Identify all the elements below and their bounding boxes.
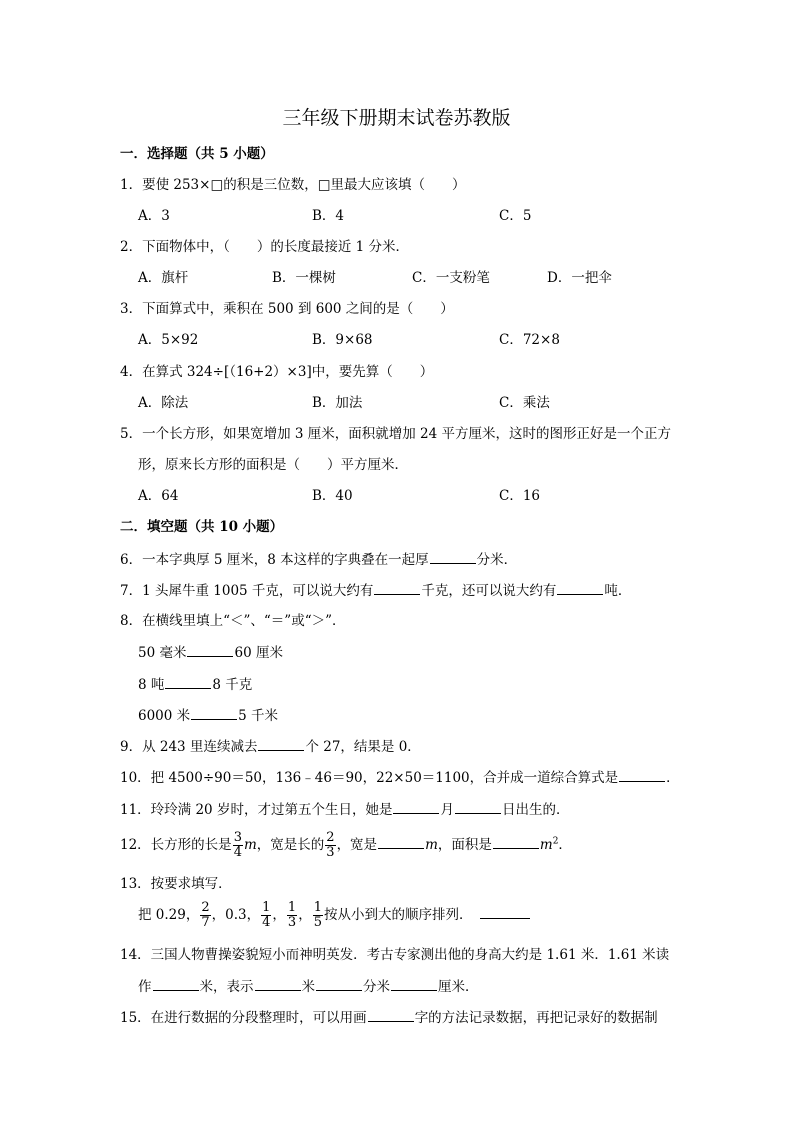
q14-text-3: 米 <box>301 979 315 995</box>
question-1-stem: 1．要使 253×□的积是三位数，□里最大应该填（ ） <box>120 177 466 193</box>
q8-row-2 <box>138 674 252 695</box>
q13-blank[interactable] <box>480 904 530 919</box>
q5-option-b: B．40 <box>312 488 353 504</box>
q6-text-2: 分米． <box>476 552 518 568</box>
q3-option-a: A．5×92 <box>138 332 199 348</box>
question-5-stem-line2: 形，原来长方形的面积是（ ）平方厘米． <box>138 457 408 473</box>
page-title: 三年级下册期末试卷苏教版 <box>282 107 511 129</box>
q13-fraction-4 <box>313 901 323 930</box>
q13-fraction-2 <box>261 901 271 930</box>
q8-blank-1[interactable] <box>187 642 233 657</box>
q12-f1-numerator: 3 <box>233 830 242 845</box>
q1-option-b: B．4 <box>312 208 345 224</box>
q9-text-1: 9．从 243 里连续减去 <box>120 739 258 755</box>
q13-text-3: ， <box>272 907 286 923</box>
q11-blank-1[interactable] <box>393 799 439 814</box>
q5-option-a: A．64 <box>138 488 179 504</box>
q8-r3-right: 5 千米 <box>238 708 279 724</box>
q12-text-3: ，宽是 <box>336 837 378 853</box>
q12-unit-2: m <box>425 837 438 853</box>
question-3-stem: 3．下面算式中，乘积在 500 到 600 之间的是（ ） <box>120 301 454 317</box>
q1-option-c: C．5 <box>499 208 532 224</box>
q15-blank[interactable] <box>368 1007 414 1022</box>
q12-fraction-2 <box>325 831 335 860</box>
q8-r1-right: 60 厘米 <box>234 645 283 661</box>
q11-text-2: 月 <box>440 802 454 818</box>
q12-exponent: 2 <box>552 836 559 847</box>
q14-blank-1[interactable] <box>153 976 199 991</box>
q14-blank-3[interactable] <box>316 976 362 991</box>
q13-text-4: ， <box>298 907 312 923</box>
q12-text-2: ，宽是长的 <box>256 837 325 853</box>
q15-text-2: 字的方法记录数据，再把记录好的数据制 <box>414 1010 658 1026</box>
q8-r1-left: 50 毫米 <box>138 645 187 661</box>
q13-f2-numerator: 1 <box>262 900 271 915</box>
q12-blank-2[interactable] <box>493 834 539 849</box>
q12-blank-1[interactable] <box>378 834 424 849</box>
section-heading-fill: 二．填空题（共 10 小题） <box>120 519 284 535</box>
q14-blank-2[interactable] <box>255 976 301 991</box>
question-7 <box>120 580 631 601</box>
q8-row-3 <box>138 705 278 726</box>
q12-f2-denominator: 3 <box>326 845 335 860</box>
q7-blank-1[interactable] <box>374 580 420 595</box>
q8-r2-right: 8 千克 <box>212 677 253 693</box>
q12-f2-numerator: 2 <box>326 830 335 845</box>
question-13-stem: 13．按要求填写． <box>120 876 232 892</box>
q10-blank[interactable] <box>619 767 665 782</box>
q13-text-5: 按从小到大的顺序排列． <box>323 907 473 923</box>
q2-option-b: B．一棵树 <box>272 270 336 286</box>
q8-row-1 <box>138 642 283 663</box>
question-2-stem: 2．下面物体中，（ ）的长度最接近 1 分米． <box>120 239 410 255</box>
q8-r2-left: 8 吨 <box>138 677 165 693</box>
q11-text-1: 11．玲玲满 20 岁时，才过第五个生日，她是 <box>120 802 393 818</box>
q7-text-3: 吨． <box>604 583 632 599</box>
q8-blank-3[interactable] <box>191 705 237 720</box>
question-10 <box>120 767 680 788</box>
q13-f2-denominator: 4 <box>262 915 271 930</box>
q13-f1-numerator: 2 <box>201 900 210 915</box>
q12-fraction-1 <box>233 831 243 860</box>
q13-f4-numerator: 1 <box>313 900 322 915</box>
q4-option-a: A．除法 <box>138 395 189 411</box>
q13-f4-denominator: 5 <box>313 915 322 930</box>
q14-blank-4[interactable] <box>391 976 437 991</box>
question-12 <box>120 830 572 860</box>
q2-option-d: D．一把伞 <box>547 270 612 286</box>
q13-text-1: 把 0.29， <box>138 907 200 923</box>
q14-text-4: 分米 <box>363 979 390 995</box>
q12-f1-denominator: 4 <box>233 845 242 860</box>
q7-blank-2[interactable] <box>557 580 603 595</box>
q12-text-4: ，面积是 <box>437 837 492 853</box>
question-8-stem: 8．在横线里填上“＜”、“＝”或“＞”． <box>120 613 346 629</box>
q4-option-c: C．乘法 <box>499 395 550 411</box>
question-13-body <box>138 900 531 930</box>
q3-option-b: B．9×68 <box>312 332 373 348</box>
q14-text-2: 米，表示 <box>199 979 254 995</box>
q2-option-c: C．一支粉笔 <box>412 270 490 286</box>
q9-blank[interactable] <box>258 736 304 751</box>
question-9 <box>120 736 421 757</box>
q5-option-c: C．16 <box>499 488 541 504</box>
q14-text-1: 作 <box>138 979 152 995</box>
q6-text-1: 6．一本字典厚 5 厘米，8 本这样的字典叠在一起厚 <box>120 552 429 568</box>
q7-text-1: 7．1 头犀牛重 1005 千克，可以说大约有 <box>120 583 374 599</box>
q13-f3-numerator: 1 <box>287 900 297 915</box>
q8-r3-left: 6000 米 <box>138 708 191 724</box>
question-14-line2 <box>138 976 479 997</box>
q12-text-5: ． <box>558 837 572 853</box>
q2-option-a: A．旗杆 <box>138 270 189 286</box>
question-14-line1: 14．三国人物曹操姿貌短小而神明英发．考古专家测出他的身高大约是 1.61 米．1.61 米读 <box>120 947 670 963</box>
q1-option-a: A．3 <box>138 208 170 224</box>
question-6 <box>120 549 517 570</box>
q15-text-1: 15．在进行数据的分段整理时，可以用画 <box>120 1010 367 1026</box>
question-4-stem: 4．在算式 324÷[（16+2）×3]中，要先算（ ） <box>120 364 434 380</box>
q10-text-1: 10．把 4500÷90＝50，136﹣46＝90，22×50＝1100，合并成一道综合算式是 <box>120 770 619 786</box>
q6-blank[interactable] <box>430 549 476 564</box>
q11-text-3: 日出生的． <box>501 802 570 818</box>
q10-text-2: ． <box>666 770 680 786</box>
q9-text-2: 个 27，结果是 0． <box>305 739 421 755</box>
q8-blank-2[interactable] <box>165 674 211 689</box>
q12-unit-1: m <box>243 837 257 853</box>
q11-blank-2[interactable] <box>455 799 501 814</box>
q14-text-5: 厘米． <box>438 979 479 995</box>
q13-fraction-3 <box>287 901 297 930</box>
section-heading-choice: 一．选择题（共 5 小题） <box>120 146 274 162</box>
q13-f3-denominator: 3 <box>287 915 297 930</box>
question-5-stem-line1: 5．一个长方形，如果宽增加 3 厘米，面积就增加 24 平方厘米，这时的图形正好是一个正方 <box>120 426 672 442</box>
q4-option-b: B．加法 <box>312 395 363 411</box>
q13-fraction-1 <box>200 901 210 930</box>
question-15 <box>120 1007 658 1028</box>
q12-text-1: 12．长方形的长是 <box>120 837 232 853</box>
q3-option-c: C．72×8 <box>499 332 560 348</box>
q7-text-2: 千克，还可以说大约有 <box>421 583 557 599</box>
q13-f1-denominator: 7 <box>201 915 210 930</box>
q12-unit-3: m <box>539 837 553 853</box>
q13-text-2: ，0.3， <box>211 907 261 923</box>
question-11 <box>120 799 569 820</box>
